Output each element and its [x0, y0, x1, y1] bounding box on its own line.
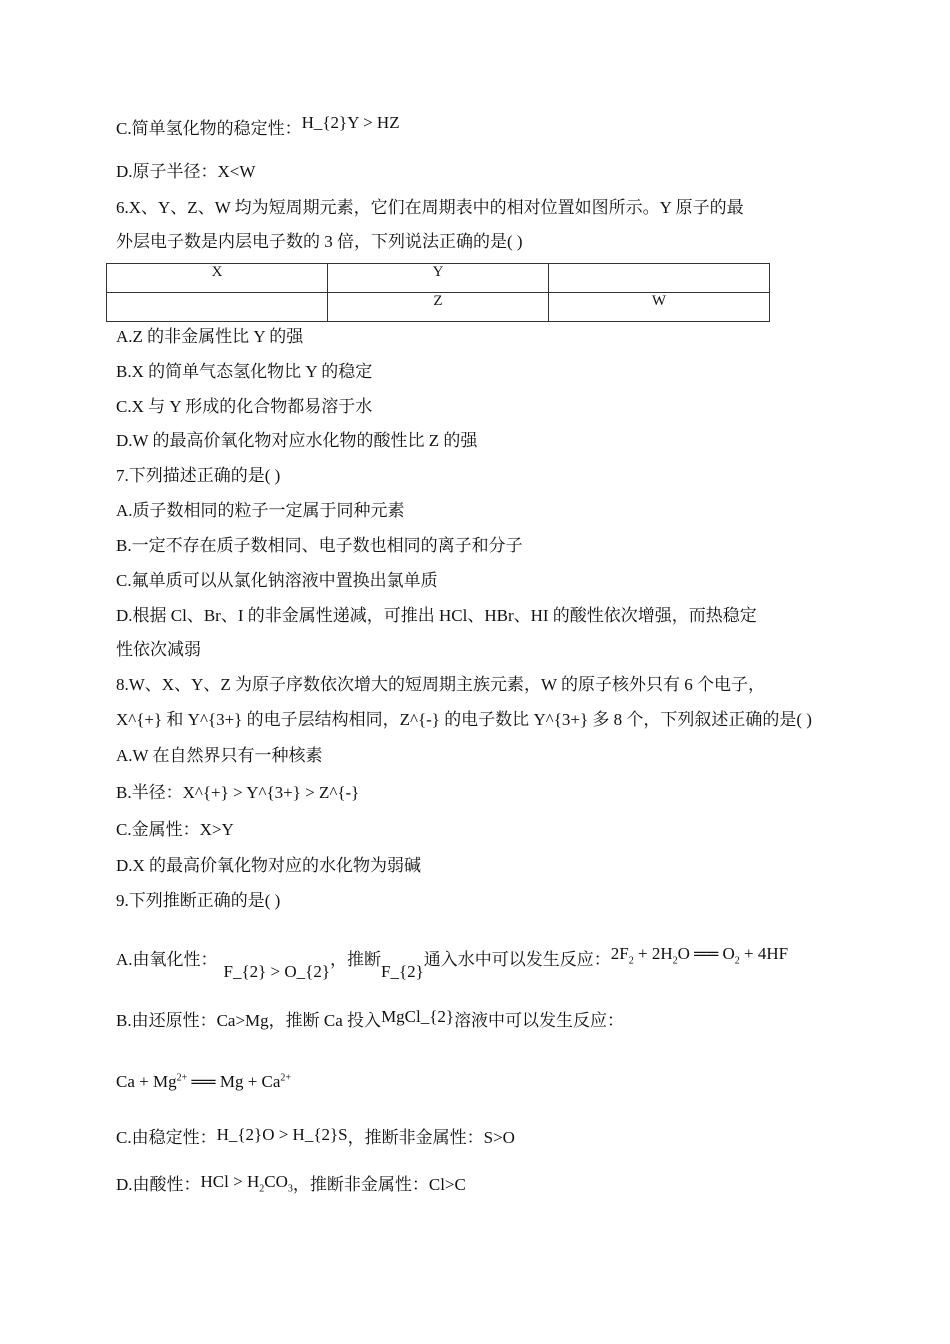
q6-stem: 6.X、Y、Z、W 均为短周期元素，它们在周期表中的相对位置如图所示。Y 原子的最 — [116, 198, 744, 217]
formula: F_{2} > O_{2} — [223, 962, 330, 981]
q8-stem-cont — [116, 709, 812, 731]
formula: $2F_2 + 2H_2O$ ══ $O_2 + 4HF$ — [610, 944, 789, 967]
q9-equation — [116, 1067, 291, 1093]
q5-option-d: D.原子半径：X<W — [116, 162, 256, 181]
q9-option-a — [116, 944, 789, 981]
cell — [107, 293, 328, 322]
text: 的电子层结构相同， — [242, 710, 400, 729]
q9-stem: 9.下列推断正确的是( ) — [116, 891, 281, 910]
formula: F_{2} — [381, 962, 424, 981]
text: C.简单氢化物的稳定性： — [116, 119, 302, 138]
cell: X — [107, 264, 328, 293]
q6-option-c: C.X 与 Y 形成的化合物都易溶于水 — [116, 397, 373, 416]
cell — [549, 264, 770, 293]
q5-option-c — [116, 113, 400, 140]
formula: Y^{3+} — [533, 710, 589, 729]
formula: HCl > $H_2CO_3$ — [200, 1172, 293, 1195]
text: B.由还原性：Ca>Mg，推断 Ca 投入 — [116, 1011, 382, 1030]
formula: $Ca + Mg^{2+}$ ══ $Mg + Ca^{2+}$ — [116, 1071, 292, 1091]
text: ，推断非金属性：Cl>C — [292, 1175, 466, 1194]
text: ，推断 — [330, 950, 381, 969]
q8-option-b — [116, 782, 359, 804]
q6-stem-cont: 外层电子数是内层电子数的 3 倍，下列说法正确的是( ) — [116, 232, 523, 251]
text: B.半径： — [116, 783, 183, 802]
text: 通入水中可以发生反应： — [423, 950, 611, 969]
q7-option-d-cont: 性依次减弱 — [116, 640, 201, 659]
text: C.由稳定性： — [116, 1128, 217, 1147]
formula: H_{2}O > H_{2}S — [216, 1125, 348, 1144]
formula: H_{2}Y > HZ — [301, 113, 400, 132]
q7-option-a: A.质子数相同的粒子一定属于同种元素 — [116, 501, 405, 520]
q9-option-b — [116, 1007, 625, 1032]
text: A.由氧化性： — [116, 950, 218, 969]
q8-stem: 8.W、X、Y、Z 为原子序数依次增大的短周期主族元素，W 的原子核外只有 6 个电子， — [116, 675, 765, 694]
text: 和 — [162, 710, 188, 729]
text: D.由酸性： — [116, 1175, 201, 1194]
cell: Y — [328, 264, 549, 293]
q8-option-d: D.X 的最高价氧化物对应的水化物为弱碱 — [116, 856, 422, 875]
cell: Z — [328, 293, 549, 322]
q6-option-d: D.W 的最高价氧化物对应水化物的酸性比 Z 的强 — [116, 431, 478, 450]
formula: MgCl_{2} — [381, 1007, 455, 1026]
formula: Y^{3+} — [187, 710, 243, 729]
q7-option-c: C.氟单质可以从氯化钠溶液中置换出氯单质 — [116, 571, 438, 590]
formula: Z^{-} — [399, 710, 440, 729]
text: 多 8 个，下列叙述正确的是( ) — [588, 710, 812, 729]
q6-option-b: B.X 的简单气态氢化物比 Y 的稳定 — [116, 362, 373, 381]
q9-option-c — [116, 1127, 515, 1149]
cell: W — [549, 293, 770, 322]
q7-option-d: D.根据 Cl、Br、I 的非金属性递减，可推出 HCl、HBr、HI 的酸性依次增强，而热稳定 — [116, 606, 757, 625]
q7-stem: 7.下列描述正确的是( ) — [116, 466, 281, 485]
q7-option-b: B.一定不存在质子数相同、电子数也相同的离子和分子 — [116, 536, 523, 555]
formula: X^{+} — [116, 710, 163, 729]
text: 溶液中可以发生反应： — [454, 1011, 625, 1030]
q6-option-a: A.Z 的非金属性比 Y 的强 — [116, 327, 304, 346]
text: ，推断非金属性：S>O — [347, 1128, 515, 1147]
q9-option-d — [116, 1174, 466, 1203]
q8-option-a: A.W 在自然界只有一种核素 — [116, 746, 323, 765]
text: 的电子数比 — [439, 710, 534, 729]
formula: X^{+} > Y^{3+} > Z^{-} — [182, 783, 360, 802]
periodic-position-table — [106, 263, 770, 322]
q8-option-c: C.金属性：X>Y — [116, 820, 234, 839]
